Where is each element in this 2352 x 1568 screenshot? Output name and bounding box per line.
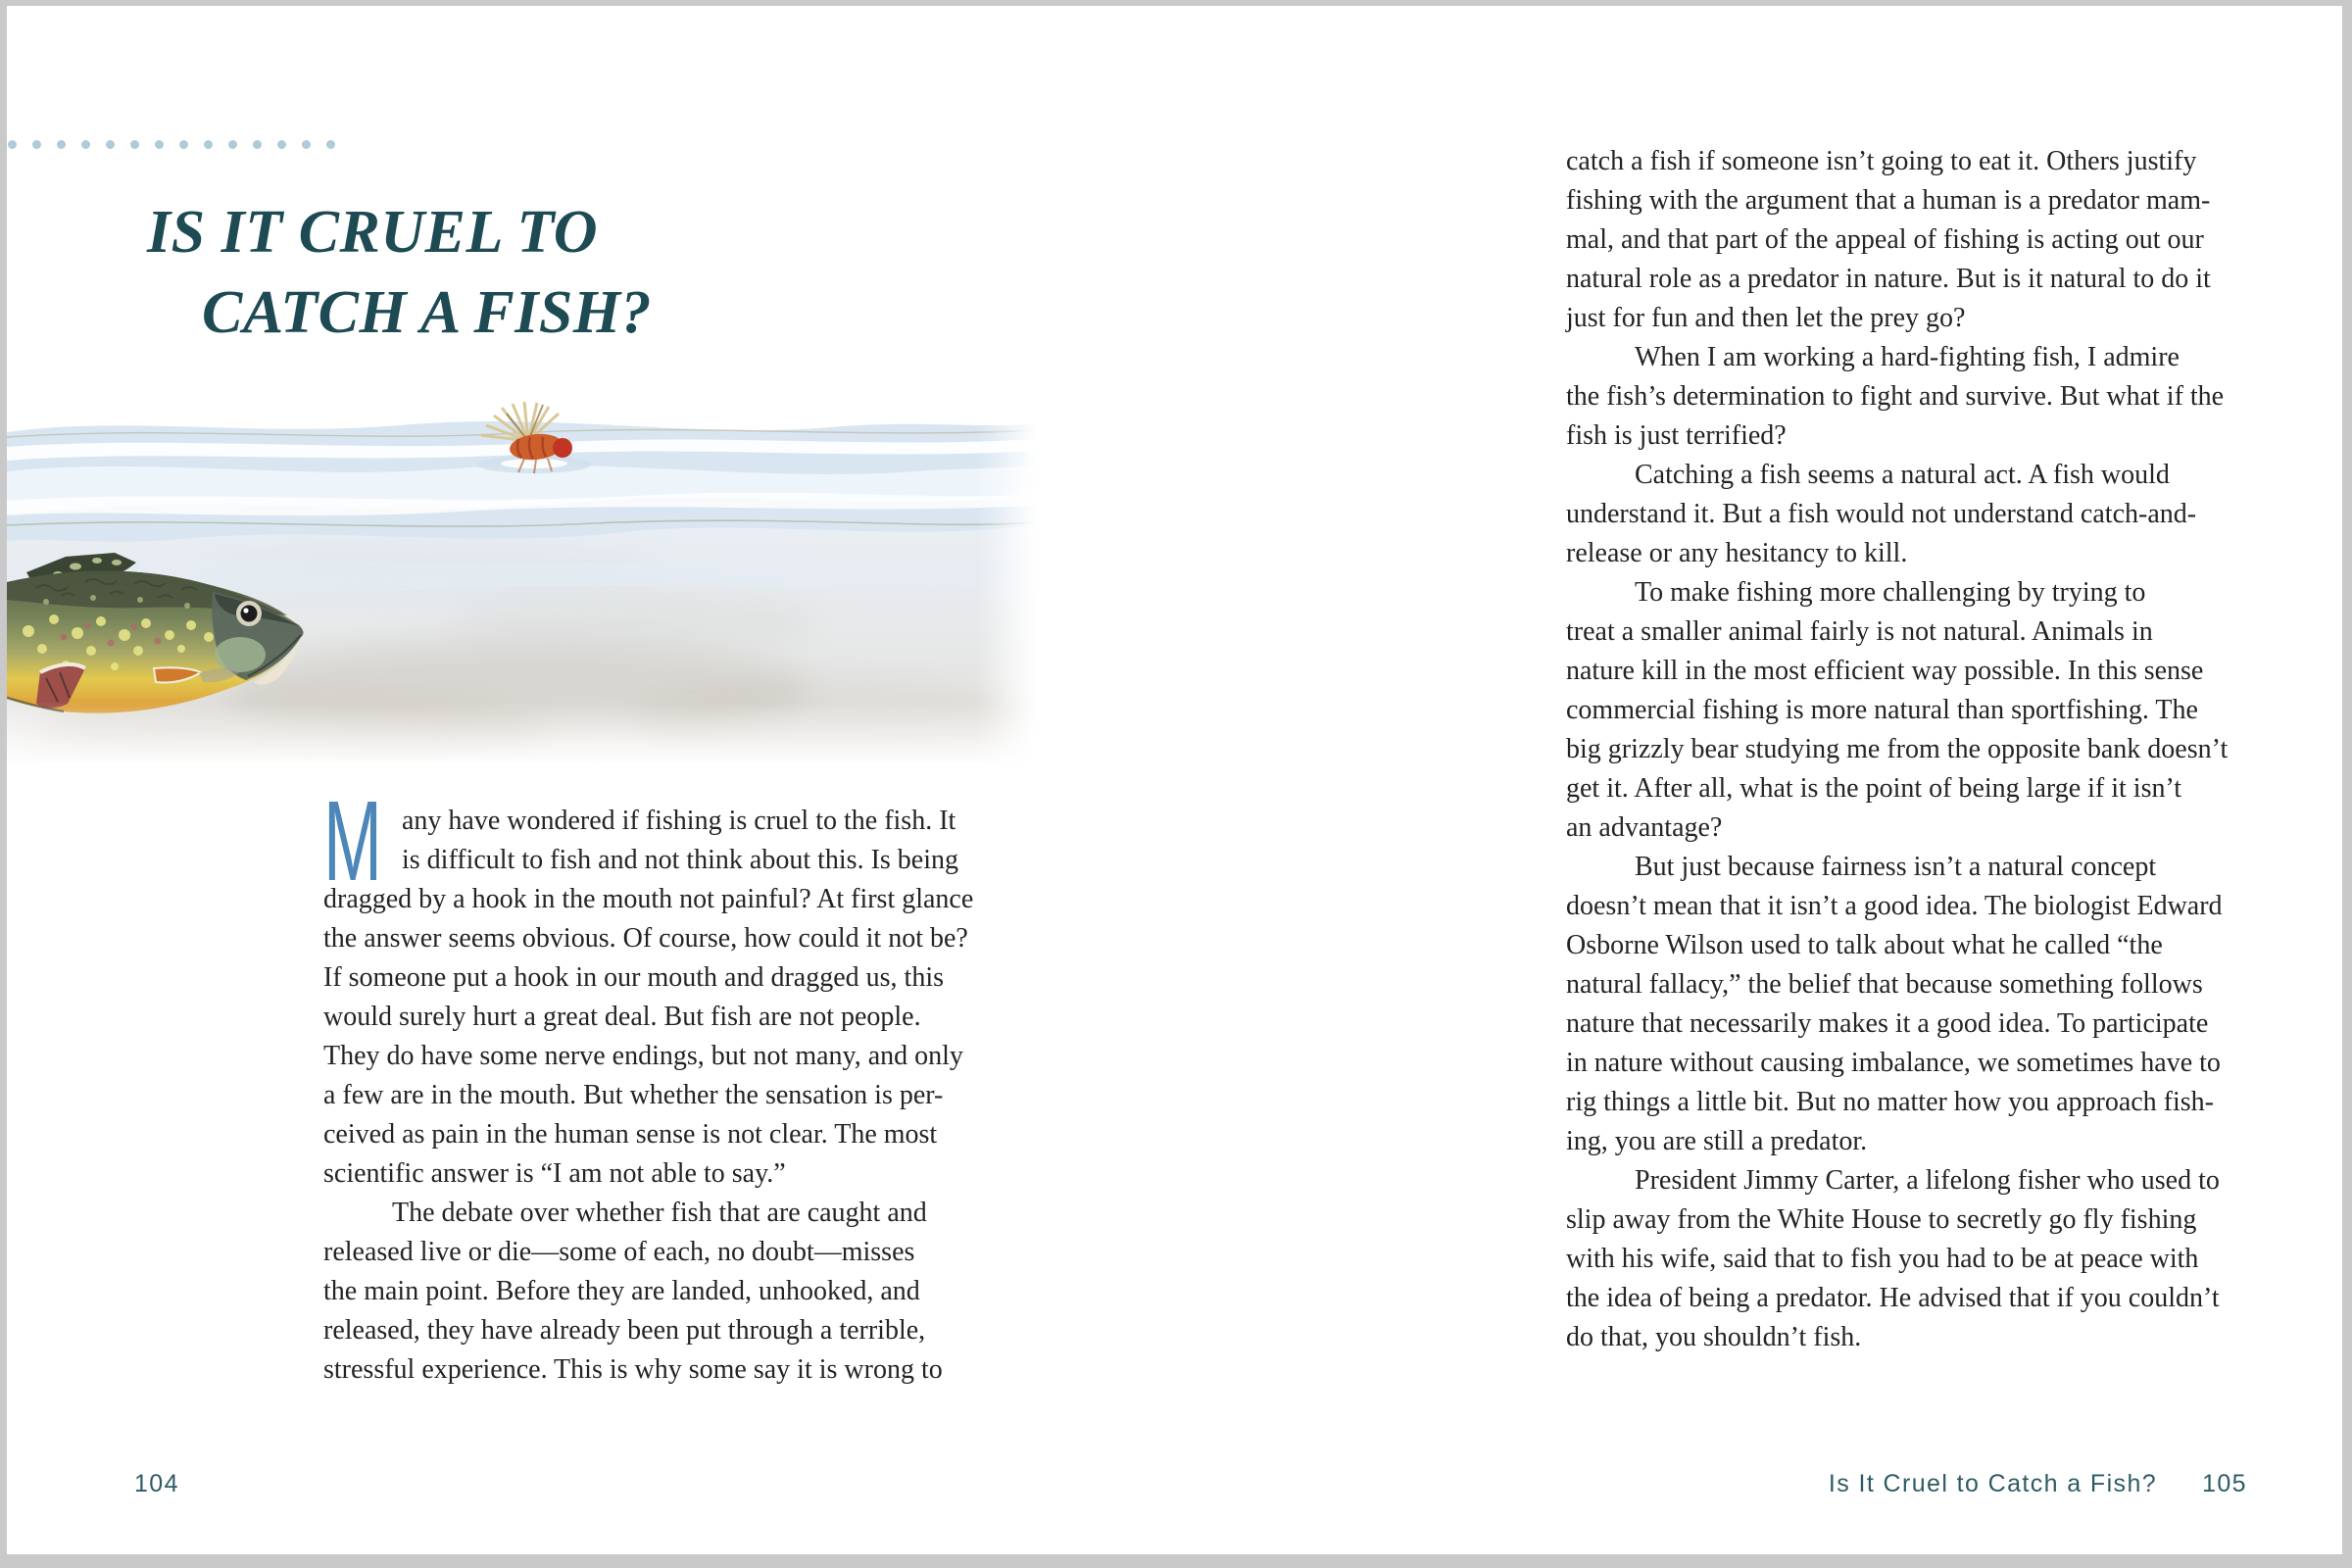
decorative-dotted-rule (8, 140, 335, 149)
left-page-number: 104 (134, 1470, 179, 1497)
body-line: big grizzly bear studying me from the opposite bank doesn’t (1566, 734, 2229, 764)
body-line: But just because fairness isn’t a natural concept (1635, 852, 2157, 882)
body-line: the idea of being a predator. He advised that if you couldn’t (1566, 1283, 2220, 1313)
body-line: commercial fishing is more natural than sportfishing. The (1566, 695, 2198, 725)
body-line: the answer seems obvious. Of course, how could it not be? (323, 923, 968, 954)
body-line: natural role as a predator in nature. But is it natural to do it (1566, 264, 2211, 294)
running-foot-chapter: Is It Cruel to Catch a Fish? (1828, 1470, 2158, 1497)
body-line: a few are in the mouth. But whether the sensation is per- (323, 1080, 944, 1110)
body-line: fish is just terrified? (1566, 420, 1787, 451)
dot (277, 140, 286, 149)
body-line: When I am working a hard-fighting fish, I admire (1635, 342, 2180, 372)
chapter-title-line-2: CATCH A FISH? (202, 279, 653, 346)
watercolor-illustration (7, 378, 1034, 762)
trout-gill-plate (215, 637, 266, 672)
dot (253, 140, 262, 149)
right-page-body-text (1566, 142, 2281, 1357)
body-line: any have wondered if fishing is cruel to the fish. It (402, 806, 956, 836)
body-line: The debate over whether fish that are caught and (392, 1198, 927, 1228)
dot (130, 140, 139, 149)
body-line: released live or die—some of each, no doubt—misses (323, 1237, 915, 1267)
body-line: catch a fish if someone isn’t going to eat it. Others justify (1566, 146, 2197, 176)
body-line: To make fishing more challenging by trying to (1635, 577, 2146, 608)
body-line: in nature without causing imbalance, we sometimes have to (1566, 1048, 2221, 1078)
body-line: They do have some nerve endings, but not many, and only (323, 1041, 963, 1071)
dot (32, 140, 41, 149)
body-line: rig things a little bit. But no matter how you approach fish- (1566, 1087, 2214, 1117)
dot (106, 140, 115, 149)
body-line: stressful experience. This is why some say it is wrong to (323, 1354, 943, 1385)
body-line: just for fun and then let the prey go? (1566, 303, 1966, 333)
body-line: with his wife, said that to fish you had to be at peace with (1566, 1244, 2199, 1274)
body-line: released, they have already been put through a terrible, (323, 1315, 926, 1346)
body-line: ceived as pain in the human sense is not clear. The most (323, 1119, 938, 1150)
body-line: an advantage? (1566, 812, 1723, 843)
fly-head (553, 438, 572, 458)
chapter-title (147, 192, 652, 353)
body-line: scientific answer is “I am not able to say.” (323, 1158, 786, 1189)
dot (228, 140, 237, 149)
body-line: If someone put a hook in our mouth and dragged us, this (323, 962, 945, 993)
body-line: treat a smaller animal fairly is not natural. Animals in (1566, 616, 2153, 647)
body-line: the fish’s determination to fight and survive. But what if the (1566, 381, 2225, 412)
body-line: is difficult to fish and not think about this. Is being (402, 845, 958, 875)
body-line: do that, you shouldn’t fish. (1566, 1322, 1862, 1352)
right-running-foot (1829, 1470, 2247, 1498)
body-line: get it. After all, what is the point of being large if it isn’t (1566, 773, 2182, 804)
body-line: slip away from the White House to secretly go fly fishing (1566, 1204, 2197, 1235)
dot (204, 140, 213, 149)
body-line: mal, and that part of the appeal of fishing is acting out our (1566, 224, 2204, 255)
body-line: Catching a fish seems a natural act. A fish would (1635, 460, 2170, 490)
body-line: release or any hesitancy to kill. (1566, 538, 1908, 568)
body-line: would surely hurt a great deal. But fish are not people. (323, 1002, 921, 1032)
dot (155, 140, 164, 149)
chapter-title-line-1: IS IT CRUEL TO (147, 199, 599, 266)
body-line: the main point. Before they are landed, unhooked, and (323, 1276, 920, 1306)
dot (326, 140, 335, 149)
body-line: President Jimmy Carter, a lifelong fisher who used to (1635, 1165, 2220, 1196)
left-page-body-text (323, 802, 1039, 1390)
body-line: nature that necessarily makes it a good idea. To participate (1566, 1008, 2209, 1039)
right-page-number: 105 (2202, 1470, 2247, 1497)
body-line: understand it. But a fish would not understand catch-and- (1566, 499, 2197, 529)
body-line: doesn’t mean that it isn’t a good idea. The biologist Edward (1566, 891, 2223, 921)
body-line: fishing with the argument that a human is a predator mam- (1566, 185, 2211, 216)
body-line: Osborne Wilson used to talk about what he called “the (1566, 930, 2163, 960)
dot (81, 140, 90, 149)
body-line: dragged by a hook in the mouth not painful? At first glance (323, 884, 974, 914)
dot (302, 140, 311, 149)
dot (8, 140, 17, 149)
drop-cap: M (323, 777, 382, 905)
dot (179, 140, 188, 149)
body-line: ing, you are still a predator. (1566, 1126, 1868, 1156)
dot (57, 140, 66, 149)
body-line: nature kill in the most efficient way possible. In this sense (1566, 656, 2204, 686)
body-line: natural fallacy,” the belief that because something follows (1566, 969, 2203, 1000)
